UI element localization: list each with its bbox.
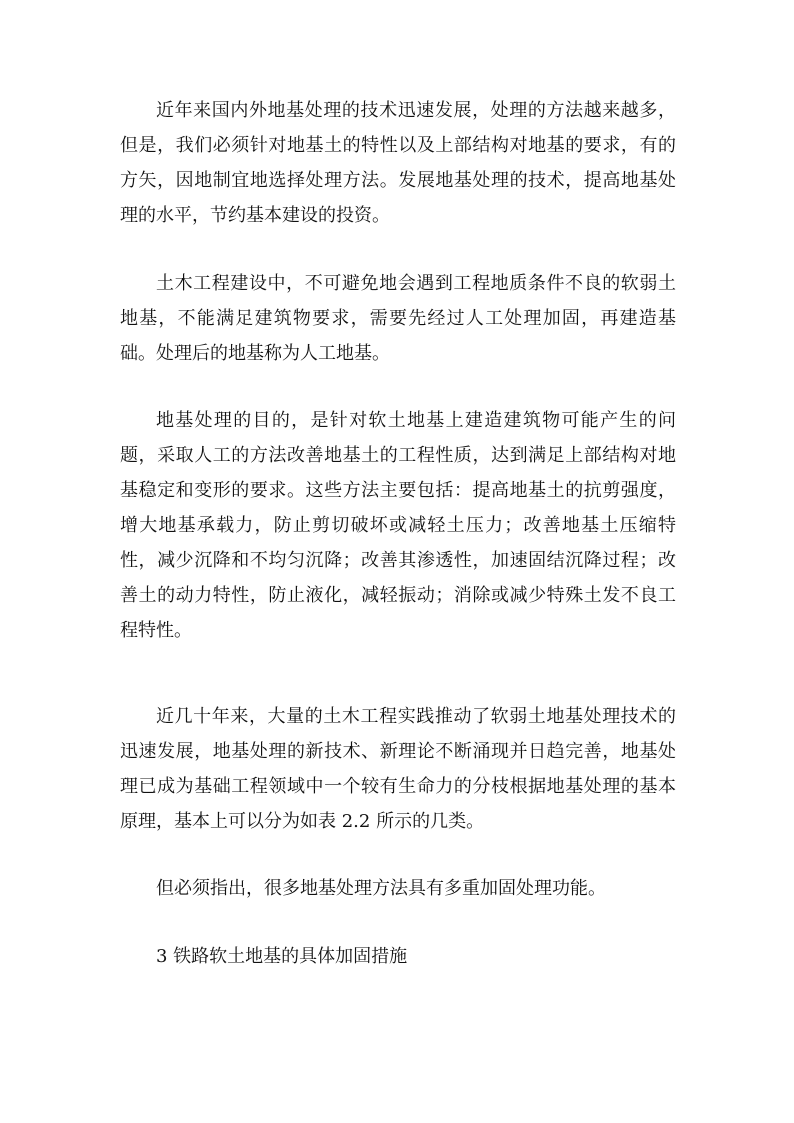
paragraph-note: 但必须指出，很多地基处理方法具有多重加固处理功能。 <box>156 878 606 899</box>
paragraph-recent-decades: 近几十年来，大量的土木工程实践推动了软弱土地基处理技术的迅速发展，地基处理的新技术、新理论不断涌现并日趋完善，地基处理已成为基础工程领域中一个较有生命力的分枝根据地基处理的基本原理，基本上可以分为如表 2.2 所示的几类。 <box>120 706 676 832</box>
paragraph-development: 近年来国内外地基处理的技术迅速发展，处理的方法越来越多，但是，我们必须针对地基土的特性以及上部结构对地基的要求，有的方矢，因地制宜地选择处理方法。发展地基处理的技术，提高地基处理的水平，节约基本建设的投资。 <box>120 100 676 226</box>
section-heading: 3 铁路软土地基的具体加固措施 <box>156 946 408 967</box>
paragraph-artificial-foundation: 土木工程建设中，不可避免地会遇到工程地质条件不良的软弱土地基，不能满足建筑物要求，需要先经过人工处理加固，再建造基础。处理后的地基称为人工地基。 <box>120 273 676 364</box>
paragraph-purpose: 地基处理的目的，是针对软土地基上建造建筑物可能产生的问题，采取人工的方法改善地基土的工程性质，达到满足上部结构对地基稳定和变形的要求。这些方法主要包括：提高地基土的抗剪强度，增大地基承载力，防止剪切破坏或减轻土压力；改善地基土压缩特性，减少沉降和不均匀沉降；改善其渗透性，加速固结沉降过程；改善土的动力特性，防止液化，减轻振动；消除或减少特殊土发不良工程特性。 <box>120 410 676 641</box>
